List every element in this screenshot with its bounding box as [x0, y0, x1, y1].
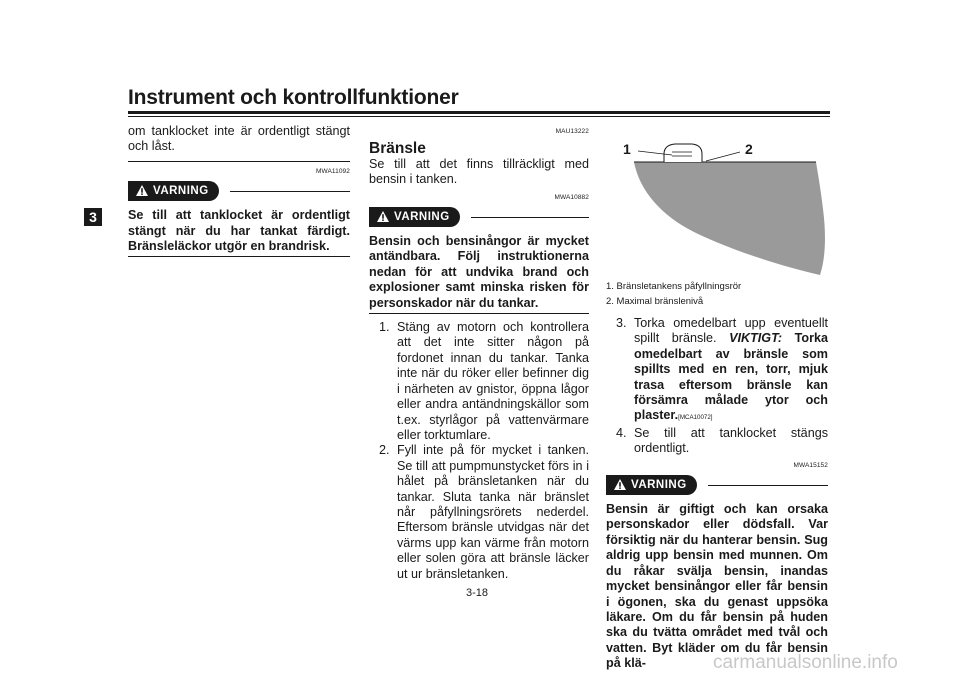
step-number: 4. [616, 425, 627, 440]
fuel-tank-shape [634, 162, 825, 275]
step-text: Se till att tanklocket stängs ordentligt. [634, 425, 828, 456]
warning-bottom-rule [369, 313, 589, 314]
chapter-tab: 3 [84, 208, 102, 226]
figure-caption [606, 280, 828, 309]
important-text: Torka omedelbart av bränsle som spillts med en ren, torr, mjuk trasa eftersom bränsle kan försämra målade ytor och plaster. [634, 331, 828, 423]
warning-code: MWA10882 [554, 193, 589, 201]
section-intro: Se till att det finns tillräckligt med bensin i tanken. [369, 156, 589, 187]
warning-text: Se till att tanklocket är ordentligt stängt när du har tankat färdigt. Bränsleläckor utgör en brandrisk. [128, 208, 350, 254]
column-3 [606, 280, 828, 672]
warning-line [708, 485, 828, 486]
column-2 [369, 124, 589, 582]
step-text: Stäng av motorn och kontrollera att det inte sitter någon på fordonet innan du tankar. Tanka inte när du röker eller befinner dig i närheten av gnistor, öppna lågor eller andra antändningskällor som t.ex. styrlågor på vattenvärmare eller torktumlare. [397, 320, 589, 442]
warning-text: Bensin är giftigt och kan orsaka personskador eller dödsfall. Var försiktig när du hanterar bensin. Sug aldrig upp bensin med munnen. Om du råkar svälja bensin, inandas mycket bensinångor eller får bensin i ögonen, ska du genast uppsöka läkare. Om du får bensin på huden ska du tvätta området med tvål och vatten. Byt kläder om du får bensin på klä- [606, 502, 828, 671]
step-text: Fyll inte på för mycket i tanken. Se till att pumpmunstycket förs in i hålet på bränsletanken när du tankar. Sluta tanka när bränslet når påfyllningsrörets nederdel. Eftersom bränsle utvidgas när det värms upp kan värme från motorn eller solen göra att bränsle läcker ut ur bränsletanken. [397, 443, 589, 581]
warning-line [230, 191, 350, 192]
caption-item: 1. Bränsletankens påfyllningsrör [606, 281, 742, 292]
callout-line-2 [706, 152, 740, 161]
step-text: Torka omedelbart upp eventuellt spillt bränsle. [634, 316, 828, 346]
page-number: 3-18 [466, 587, 489, 599]
warning-code: MWA11092 [315, 167, 350, 175]
divider [128, 161, 350, 162]
callout-1: 1 [623, 141, 631, 157]
warning-header [606, 475, 828, 497]
warning-code: MWA15152 [793, 461, 828, 469]
list-item [379, 320, 589, 443]
warning-header [128, 181, 350, 203]
step-number: 3. [616, 316, 627, 330]
list-item [616, 316, 828, 426]
warning-header [369, 207, 589, 229]
warning-bottom-rule [128, 256, 350, 257]
fuel-tank-illustration [606, 132, 830, 280]
important-label: VIKTIGT: [729, 331, 783, 346]
warning-triangle-icon [377, 211, 389, 222]
callout-2: 2 [745, 141, 753, 157]
warning-triangle-icon [614, 479, 626, 490]
section-heading: Bränsle [369, 140, 426, 158]
header-rule-thin [128, 116, 830, 117]
header-rule [128, 111, 830, 114]
caption-item: 2. Maximal bränslenivå [606, 295, 704, 307]
caution-code: [MCA10072] [678, 414, 713, 422]
list-item [379, 443, 589, 582]
step-number: 2. [379, 443, 390, 458]
section-code: MAU13222 [555, 128, 589, 135]
page-title: Instrument och kontrollfunktioner [128, 86, 459, 109]
warning-triangle-icon [136, 185, 148, 196]
list-item [616, 426, 828, 457]
watermark: carmanualsonline.info [713, 652, 898, 673]
step-list [616, 316, 828, 457]
warning-line [471, 217, 589, 218]
warning-label: VARNING [394, 211, 450, 224]
warning-label: VARNING [153, 185, 209, 198]
warning-badge [128, 181, 219, 201]
step-number: 1. [379, 320, 390, 335]
warning-text: Bensin och bensinångor är mycket antändbara. Följ instruktionerna nedan för att undvika brand och explosioner samt minska risken för personskador när du tankar. [369, 234, 589, 310]
intro-text: om tanklocket inte är ordentligt stängt och låst. [128, 124, 350, 154]
filler-neck [664, 144, 702, 162]
warning-badge [606, 475, 697, 495]
warning-badge [369, 207, 460, 227]
column-1 [128, 124, 350, 257]
step-list [379, 320, 589, 582]
warning-label: VARNING [631, 479, 687, 492]
